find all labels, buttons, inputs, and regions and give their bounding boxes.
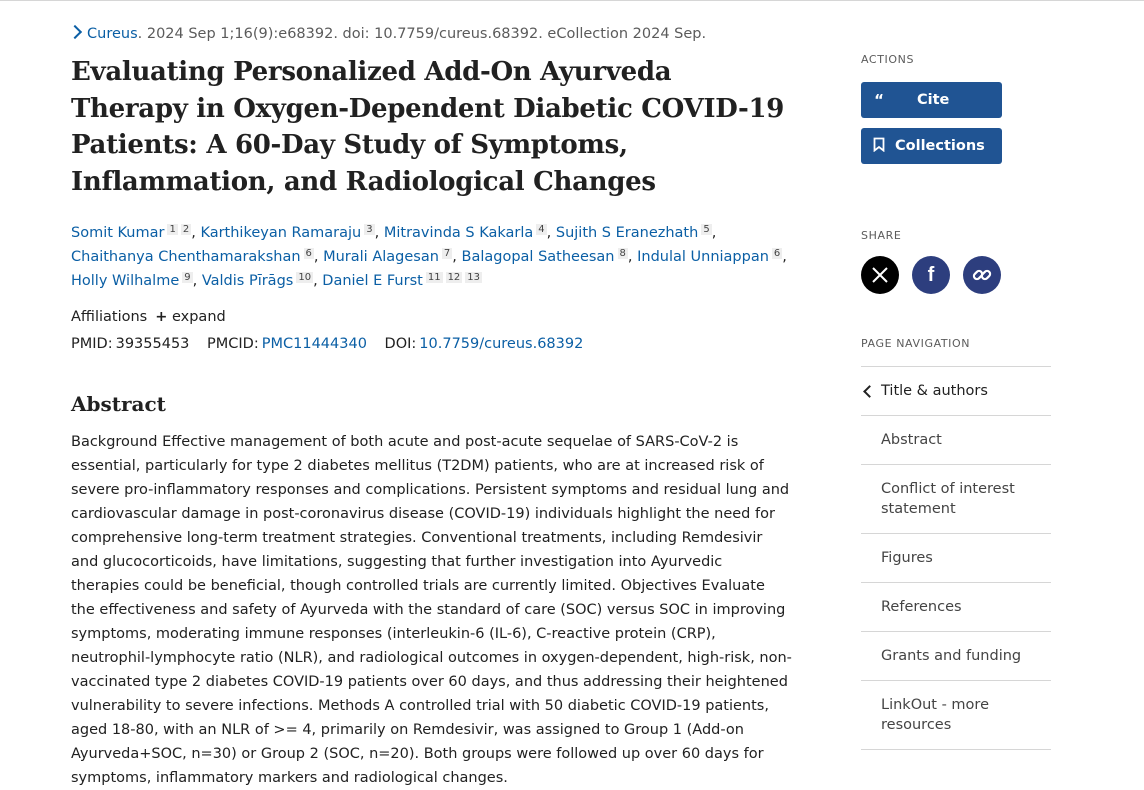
citation-details: . 2024 Sep 1;16(9):e68392. doi: 10.7759/cureus.68392. eCollection 2024 Sep. (137, 26, 707, 42)
affiliation-ref[interactable]: 4 (538, 224, 545, 235)
facebook-icon[interactable]: f (912, 256, 950, 294)
expand-label: expand (171, 309, 226, 325)
affiliation-ref[interactable]: 1 (169, 224, 176, 235)
quote-icon: “ (874, 91, 884, 109)
author-link[interactable]: Somit Kumar (71, 225, 165, 241)
abstract-heading: Abstract (71, 392, 166, 416)
author-link[interactable]: Chaithanya Chenthamarakshan (71, 249, 301, 265)
pmid-label: PMID: (71, 336, 113, 352)
plus-icon: + (155, 309, 168, 325)
chevron-left-icon (863, 385, 876, 398)
article-ids (71, 333, 791, 355)
affiliations-label: Affiliations (71, 309, 148, 325)
actions-heading: ACTIONS (861, 53, 915, 66)
affiliation-ref[interactable]: 10 (298, 272, 312, 283)
journal-link[interactable]: Cureus (87, 26, 138, 42)
affiliations-toggle[interactable] (71, 306, 791, 328)
affiliation-ref[interactable]: 12 (447, 272, 461, 283)
nav-grants-funding[interactable]: Grants and funding (861, 632, 1051, 681)
top-border (0, 0, 1144, 1)
author-link[interactable]: Daniel E Furst (322, 273, 423, 289)
affiliation-ref[interactable]: 8 (619, 248, 626, 259)
affiliation-ref[interactable]: 2 (182, 224, 190, 235)
doi-label: DOI: (384, 336, 417, 352)
share-buttons (861, 256, 1014, 294)
bookmark-icon (861, 137, 897, 156)
nav-conflict-of-interest[interactable]: Conflict of interest statement (861, 465, 1051, 534)
link-icon[interactable] (963, 256, 1001, 294)
citation-line (68, 22, 788, 46)
pmcid-link[interactable]: PMC11444340 (261, 336, 367, 352)
cite-button[interactable]: “ Cite (861, 82, 1002, 118)
affiliation-ref[interactable]: 6 (305, 248, 312, 259)
author-list: Somit Kumar $^1$ $^2$ , Karthikeyan Ramaraju $^3$ , Mitravinda S Kakarla $^4$ , Sujith S Eranezhath $^5$ , Chaithanya Chenthamarakshan $^6$ , Murali Alagesan $^7$ , Balagopal Satheesan $^8$ , Indulal Unniappan $^6$ , Holly Wilhalme $^9$ , Valdis Pīrāgs $^{10}$ , Daniel E Furst $^{11}$ $^{12}$ $^{13}$ (71, 224, 787, 289)
article-title: Evaluating Personalized Add-On Ayurveda Therapy in Oxygen-Dependent Diabetic COVID-19 Patients: A 60-Day Study of Symptoms, Inflammation, and Radiological Changes (71, 57, 785, 197)
collections-button[interactable]: Collections (861, 128, 1002, 164)
nav-linkout[interactable]: LinkOut - more resources (861, 681, 1051, 750)
affiliation-ref[interactable]: 6 (773, 248, 781, 259)
page-nav-heading: PAGE NAVIGATION (861, 337, 971, 350)
affiliation-ref[interactable]: 11 (427, 272, 441, 283)
nav-abstract[interactable]: Abstract (861, 416, 1051, 465)
author-link[interactable]: Balagopal Satheesan (461, 249, 615, 265)
x-twitter-icon[interactable] (861, 256, 899, 294)
author-link[interactable]: Valdis Pīrāgs (201, 273, 294, 289)
affiliation-ref[interactable]: 3 (366, 224, 373, 235)
nav-references[interactable]: References (861, 583, 1051, 632)
author-link[interactable]: Mitravinda S Kakarla (383, 225, 534, 241)
doi-link[interactable]: 10.7759/cureus.68392 (419, 336, 584, 352)
nav-figures[interactable]: Figures (861, 534, 1051, 583)
author-link[interactable]: Holly Wilhalme (71, 273, 180, 289)
article-main (71, 22, 791, 790)
share-heading: SHARE (861, 229, 902, 242)
pmid-value: 39355453 (115, 336, 190, 352)
affiliation-ref[interactable]: 9 (184, 272, 191, 283)
nav-title-authors[interactable]: Title & authors (861, 367, 1051, 416)
affiliation-ref[interactable]: 7 (443, 248, 451, 259)
author-link[interactable]: Karthikeyan Ramaraju (200, 225, 362, 241)
pmcid-label: PMCID: (207, 336, 259, 352)
author-link[interactable]: Murali Alagesan (323, 249, 439, 265)
affiliation-ref[interactable]: 13 (467, 272, 481, 283)
abstract-text: Background Effective management of both acute and post-acute sequelae of SARS-CoV-2 is essential, particularly for type 2 diabetes mellitus (T2DM) patients, who are at increased risk of severe pro-inflammatory responses and complications. Persistent symptoms and residual lung and cardiovascular damage in post-coronavirus disease (COVID-19) individuals highlight the need for comprehensive long-term treatment strategies. Conventional treatments, including Remdesivir and glucocorticoids, have limitations, suggesting that further investigation into Ayurvedic therapies could be beneficial, though controlled trials are currently limited. Objectives Evaluate the effectiveness and safety of Ayurveda with the standard of care (SOC) versus SOC in improving symptoms, moderating immune responses (interleukin-6 (IL-6), C-reactive protein (CRP), neutrophil-lymphocyte ratio (NLR), and radiological outcomes in oxygen-dependent, high-risk, non-vaccinated type 2 diabetes COVID-19 patients over 60 days, and thus addressing their heightened vulnerability to severe infections. Methods A controlled trial with 50 diabetic COVID-19 patients, aged 18-80, with an NLR of >= 4, primarily on Remdesivir, was assigned to Group 1 (Add-on Ayurveda+SOC, n=30) or Group 2 (SOC, n=20). Both groups were followed up over 60 days for symptoms, inflammatory markers and radiological changes. (71, 434, 792, 786)
chevron-right-icon[interactable] (68, 25, 82, 39)
author-link[interactable]: Sujith S Eranezhath (555, 225, 699, 241)
author-link[interactable]: Indulal Unniappan (637, 249, 769, 265)
affiliation-ref[interactable]: 5 (703, 224, 710, 235)
page-navigation (861, 366, 1051, 750)
